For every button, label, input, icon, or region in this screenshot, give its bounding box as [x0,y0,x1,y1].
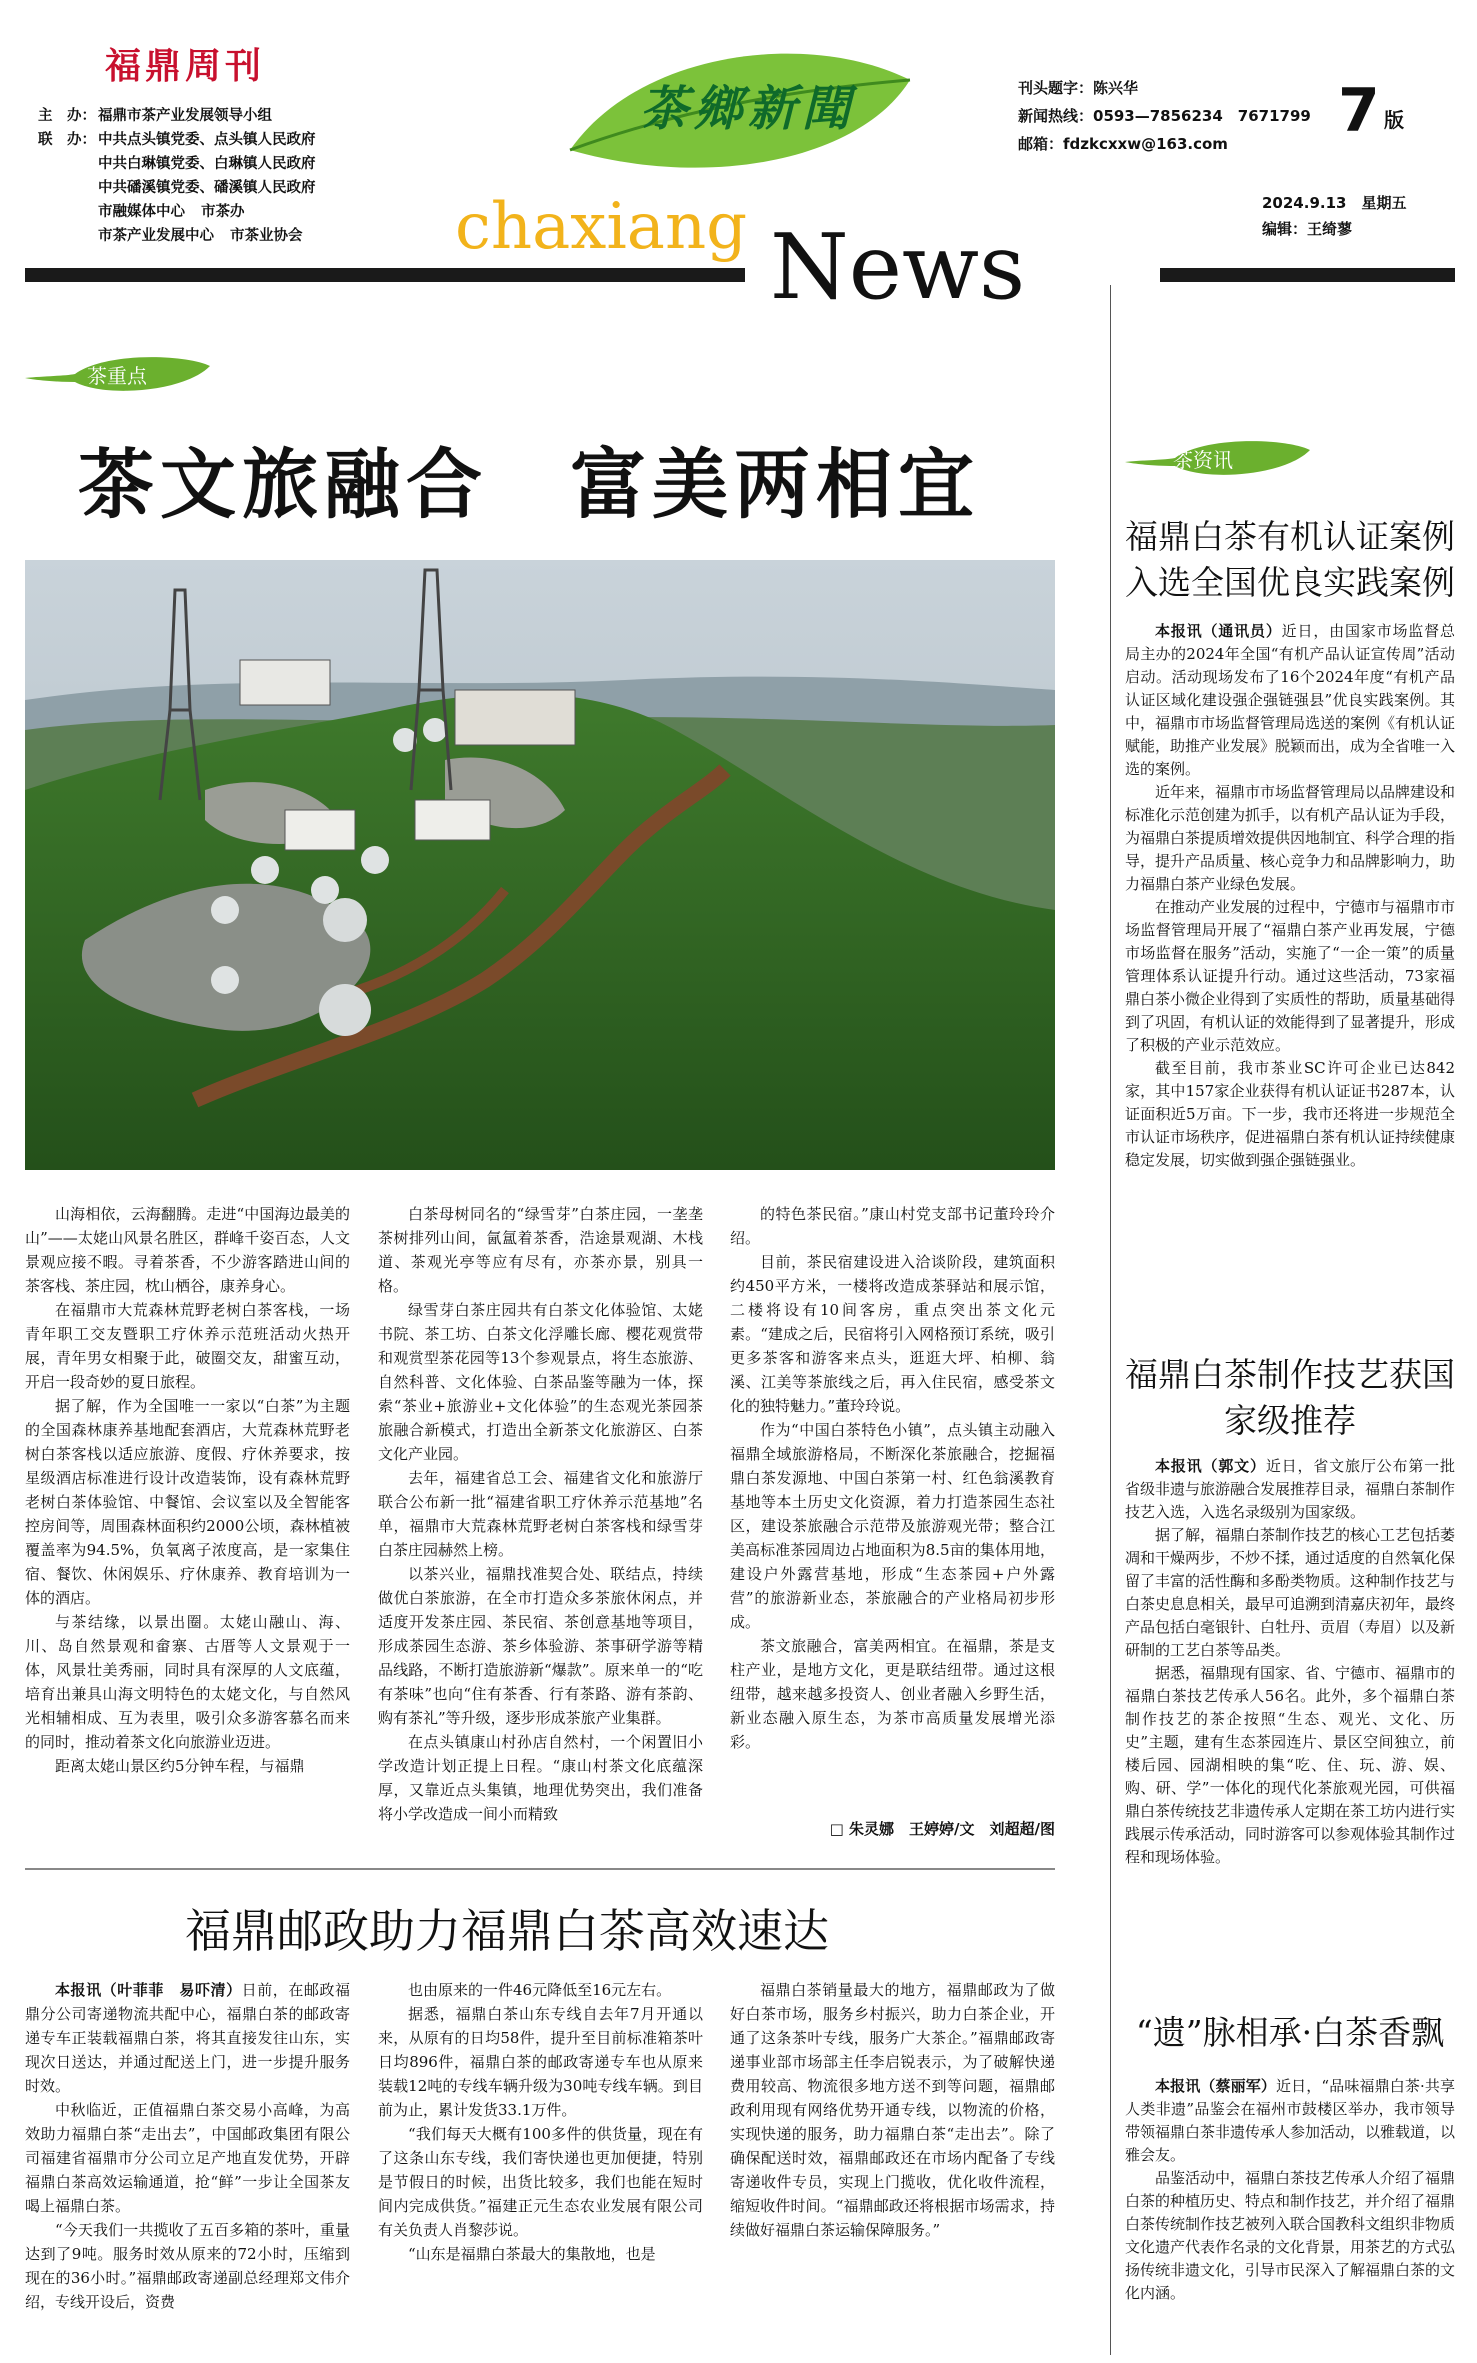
postal-paragraph: 福鼎白茶销量最大的地方，福鼎邮政为了做好白茶市场，服务乡村振兴，助力白茶企业，开通了这条茶叶专线，服务广大茶企。”福鼎邮政寄递事业部市场部主任李启锐表示，为了破解快递费用较高、物流很多地方送不到等问题，福鼎邮政利用现有网络优势开通专线，以物流的价格，实现快递的服务，助力福鼎白茶“走出去”。除了确保配送时效，福鼎邮政还在市场内配备了专线寄递收件专员，实现上门揽收，优化收件流程，缩短收件时间。“福鼎邮政还将根据市场需求，持续做好福鼎白茶运输保障服务。” [730,1981,1055,2239]
sidebar-lead: 本报讯（蔡丽军） [1155,2077,1277,2095]
postal-paragraph: “我们每天大概有100多件的供货量，现在有了这条山东专线，我们寄快递也更加便捷，特别是节假日的时候，出货比较多，我们也能在短时间内完成供货。”福建正元生态农业发展有限公司有关负责人肖黎莎说。 [378,2125,703,2239]
sidebar-paragraph: 截至目前，我市茶业SC许可企业已达842家，其中157家企业获得有机认证证书287本，认证面积近5万亩。下一步，我市还将进一步规范全市认证市场秩序，促进福鼎白茶有机认证持续健康稳定发展，切实做到强企强链强业。 [1125,1059,1455,1169]
main-paragraph: 距离太姥山景区约5分钟车程，与福鼎 [55,1757,305,1775]
postal-article-col-1 [25,1978,350,2348]
main-byline: □ 朱灵娜 王婷婷/文 刘超超/图 [829,1820,1055,1838]
main-paragraph: 与茶结缘，以景出圈。太姥山融山、海、川、岛自然景观和畲寨、古厝等人文景观于一体，风景壮美秀丽，同时具有深厚的人文底蕴，培育出兼具山海文明特色的太姥文化，与自然风光相辅相成、互为表里，吸引众多游客慕名而来的同时，推动着茶文化向旅游业迈进。 [25,1613,350,1751]
main-paragraph: 白茶母树同名的“绿雪芽”白茶庄园，一垄垄茶树排列山间，氤氲着茶香，浩途景观湖、木栈道、茶观光亭等应有尽有，亦茶亦景，别具一格。 [378,1205,703,1295]
sidebar-paragraph [1125,2075,1455,2167]
masthead-bar-left [25,268,745,282]
title-writer: 刊头题字：陈兴华 [1018,79,1139,97]
sidebar-paragraph [1125,620,1455,781]
tea-garden-photo [25,560,1055,1170]
sponsor-name: 市茶办 [201,203,245,220]
section-tag-sidebar [1125,436,1310,480]
main-article-col-3 [730,1202,1055,1812]
sponsor-row [38,104,458,128]
news-hotline: 新闻热线：0593—7856234 7671799 [1018,107,1311,125]
section-tag-main [25,352,210,396]
sidebar-article-3-title: “遗”脉相承·白茶香飘 [1135,2013,1445,2052]
sidebar-tag-label: 茶资讯 [1173,448,1233,472]
editor: 编辑：王绮蓼 [1262,220,1353,238]
logo-news-word: News [770,215,1026,320]
main-paragraph: 据了解，作为全国唯一一家以“白茶”为主题的全国森林康养基地配套酒店，大荒森林荒野老树白茶客栈以适应旅游、度假、疗休养要求，按星级酒店标准进行设计改造装饰，设有森林荒野老树白茶体验馆、中餐馆、会议室以及全智能客控房间等，周围森林面积约2000公顷，森林植被覆盖率为94.5%，负氧离子浓度高，是一家集住宿、餐饮、休闲娱乐、疗休康养、教育培训为一体的酒店。 [25,1397,350,1607]
column-rule [1110,285,1111,2355]
sponsor-name: 市茶业协会 [230,227,303,244]
sidebar-lead-text: 近日，省文旅厅公布第一批省级非遗与旅游融合发展推荐目录，福鼎白茶制作技艺入选，入选名录级别为国家级。 [1125,1457,1455,1521]
main-paragraph: 在点头镇康山村孙店自然村，一个闲置旧小学改造计划正提上日程。“康山村茶文化底蕴深厚，又靠近点头集镇，地理优势突出，我们准备将小学改造成一间小而精致 [378,1733,703,1823]
main-paragraph: 绿雪芽白茶庄园共有白茶文化体验馆、太姥书院、茶工坊、白茶文化浮雕长廊、樱花观赏带和观赏型茶花园等13个参观景点，将生态旅游、自然科普、文化体验、白茶品鉴等融为一体，探索“茶业+旅游业+文化体验”的生态观光茶园茶旅融合新模式，打造出全新茶文化旅游区、白茶文化产业园。 [378,1301,703,1463]
sponsor-label [38,176,98,200]
sponsor-row [38,176,458,200]
postal-col1-para-1: 中秋临近，正值福鼎白茶交易小高峰，为高效助力福鼎白茶“走出去”，中国邮政集团有限公司福建省福鼎市分公司立足产地直发优势，开辟福鼎白茶高效运输通道，抢“鲜”一步让全国茶友喝上福鼎白茶。 [25,2101,350,2215]
sponsor-row [38,224,458,248]
sidebar-article-2-body [1125,1455,1455,1975]
sidebar-paragraph: 据了解，福鼎白茶制作技艺的核心工艺包括萎凋和干燥两步，不炒不揉，通过适度的自然氧化保留了丰富的活性酶和多酚类物质。这种制作技艺与白茶史息息相关，最早可追溯到清嘉庆初年，最终产品包括白毫银针、白牡丹、贡眉（寿眉）以及新研制的工艺白茶等品类。 [1125,1526,1455,1659]
sponsor-row [38,128,458,152]
sponsor-name: 福鼎市茶产业发展领导小组 [98,107,272,124]
sponsor-list [38,104,458,248]
postal-paragraph: “山东是福鼎白茶最大的集散地，也是 [408,2245,656,2263]
page-unit: 版 [1384,108,1404,132]
section-tag-label: 茶重点 [87,364,147,388]
sponsor-name: 中共点头镇党委、点头镇人民政府 [98,131,316,148]
main-paragraph: 茶文旅融合，富美两相宜。在福鼎，茶是支柱产业，是地方文化，更是联结纽带。通过这根纽带，越来越多投资人、创业者融入乡野生活，新业态融入原生态，为茶市高质量发展增光添彩。 [730,1637,1055,1751]
sidebar-article-2-title: 福鼎白茶制作技艺获国家级推荐 [1125,1355,1455,1440]
sidebar-paragraph: 品鉴活动中，福鼎白茶技艺传承人介绍了福鼎白茶的种植历史、特点和制作技艺，并介绍了福鼎白茶传统制作技艺被列入联合国教科文组织非物质文化遗产代表作名录的文化背景，用茶艺的方式弘扬传统非遗文化，引导市民深入了解福鼎白茶的文化内涵。 [1125,2169,1455,2302]
sidebar-lead-text: 近日，由国家市场监督总局主办的2024年全国“有机产品认证宣传周”活动启动。活动现场发布了16个2024年度“有机产品认证区域化建设强企强链强县”优良实践案例。其中，福鼎市市场监督管理局选送的案例《有机认证赋能，助推产业发展》脱颖而出，成为全省唯一入选的案例。 [1125,622,1455,778]
sidebar-lead-text: 近日，“品味福鼎白茶·共享人类非遗”品鉴会在福州市鼓楼区举办，我市领导带领福鼎白茶非遗传承人参加活动，以雅载道，以雅会友。 [1125,2077,1455,2164]
main-paragraph: 目前，茶民宿建设进入洽谈阶段，建筑面积约450平方米，一楼将改造成茶驿站和展示馆，二楼将设有10间客房，重点突出茶文化元素。“建成之后，民宿将引入网格预订系统，吸引更多茶客和游客来点头，逛逛大坪、柏柳、翁溪、江美等茶旅线之后，再入住民宿，感受茶文化的独特魅力。”董玲玲说。 [730,1253,1055,1415]
section-divider [25,1868,1055,1870]
brand-name: 福鼎周刊 [105,45,266,87]
main-paragraph: 去年，福建省总工会、福建省文化和旅游厅联合公布新一批“福建省职工疗休养示范基地”名单，福鼎市大荒森林荒野老树白茶客栈和绿雪芽白茶庄园赫然上榜。 [378,1469,703,1559]
logo-chinese-title: 茶鄉新聞 [640,81,857,137]
issue-date: 2024.9.13 星期五 [1262,194,1407,212]
postal-lead: 本报讯（叶菲菲 易吓清） [55,1981,242,1999]
sponsor-row [38,200,458,224]
main-paragraph: 在福鼎市大荒森林荒野老树白茶客栈，一场青年职工交友暨职工疗休养示范班活动火热开展，青年男女相聚于此，破圈交友，甜蜜互动，开启一段奇妙的夏日旅程。 [25,1301,350,1391]
sidebar-paragraph: 近年来，福鼎市市场监督管理局以品牌建设和标准化示范创建为抓手，以有机产品认证为手段，为福鼎白茶提质增效提供因地制宜、科学合理的指导，提升产品质量、核心竞争力和品牌影响力，助力福鼎白茶产业绿色发展。 [1125,783,1455,893]
masthead-bar-right [1160,268,1455,282]
sponsor-label: 联 办： [38,131,96,148]
main-headline: 茶文旅融合 富美两相宜 [78,440,980,529]
sponsor-name: 中共白琳镇党委、白琳镇人民政府 [98,155,316,172]
postal-article-col-3 [730,1978,1055,2348]
sponsor-label: 主 办： [38,107,96,124]
main-paragraph: 山海相依，云海翻腾。走进“中国海边最美的山”——太姥山风景名胜区，群峰千姿百态，人文景观应接不暇。寻着茶香，不少游客踏进山间的茶客栈、茶庄园，枕山栖谷，康养身心。 [25,1205,350,1295]
sponsor-label [38,200,98,224]
sidebar-paragraph: 据悉，福鼎现有国家、省、宁德市、福鼎市的福鼎白茶技艺传承人56名。此外，多个福鼎白茶制作技艺的茶企按照“生态、观光、文化、历史”主题，建有生态茶园连片、景区空间独立，前楼后园、园湖相映的集“吃、住、玩、游、娱、购、研、学”一体化的现代化茶旅观光园，可供福鼎白茶传统技艺非遗传承人定期在茶工坊内进行实践展示传承活动，同时游客可以参观体验其制作过程和现场体验。 [1125,1664,1455,1866]
dateline [1262,190,1406,242]
sponsor-label [38,152,98,176]
postal-col1-para-2: “今天我们一共揽收了五百多箱的茶叶，重量达到了9吨。服务时效从原来的72小时，压缩到现在的36小时。”福鼎邮政寄递副总经理郑文伟介绍，专线开设后，资费 [25,2221,350,2311]
sidebar-article-1-title: 福鼎白茶有机认证案例入选全国优良实践案例 [1125,517,1455,602]
sidebar-article-3-body [1125,2075,1455,2355]
masthead-info [1018,74,1311,158]
main-article-col-1 [25,1202,350,1852]
postal-paragraph: 也由原来的一件46元降低至16元左右。 [408,1981,672,1999]
page-number: 7 [1338,76,1380,146]
email: 邮箱：fdzkcxxw@163.com [1018,135,1228,153]
main-article-col-2 [378,1202,703,1852]
sponsor-label [38,224,98,248]
logo-english-word: chaxiang [455,190,748,264]
sidebar-paragraph: 在推动产业发展的过程中，宁德市与福鼎市市场监督管理局开展了“福鼎白茶产业再发展，宁德市场监督在服务”活动，实施了“一企一策”的质量管理体系认证提升行动。通过这些活动，73家福鼎白茶小微企业得到了实质性的帮助，质量基础得到了巩固，有机认证的效能得到了显著提升，形成了积极的产业示范效应。 [1125,898,1455,1054]
postal-col1-para-0: 日前，在邮政福鼎分公司寄递物流共配中心，福鼎白茶的邮政寄递专车正装载福鼎白茶，将其直接发往山东，实现次日送达，并通过配送上门，进一步提升服务时效。 [25,1981,350,2095]
main-paragraph: 以茶兴业，福鼎找准契合处、联结点，持续做优白茶旅游，在全市打造众多茶旅休闲点，并适度开发茶庄园、茶民宿、茶创意基地等项目，形成茶园生态游、茶乡体验游、茶事研学游等精品线路，不断打造旅游新“爆款”。原来单一的“吃有茶味”也向“住有茶香、行有茶路、游有茶韵、购有茶礼”等升级，逐步形成茶旅产业集群。 [378,1565,703,1727]
postal-headline: 福鼎邮政助力福鼎白茶高效速达 [185,1904,829,1958]
sponsor-row [38,152,458,176]
sponsor-name: 中共磻溪镇党委、磻溪镇人民政府 [98,179,316,196]
sidebar-lead: 本报讯（通讯员） [1155,622,1282,640]
sidebar-paragraph [1125,1455,1455,1524]
postal-paragraph: 据悉，福鼎白茶山东专线自去年7月开通以来，从原有的日均58件，提升至目前标准箱茶叶日均896件，福鼎白茶的邮政寄递专车也从原来装载12吨的专线车辆升级为30吨专线车辆。到目前为止，累计发货33.1万件。 [378,2005,703,2119]
sponsor-name: 市融媒体中心 [98,203,185,220]
sidebar-article-1-body [1125,620,1455,1355]
main-paragraph: 的特色茶民宿。”康山村党支部书记董玲玲介绍。 [730,1205,1055,1247]
sponsor-name: 市茶产业发展中心 [98,227,214,244]
postal-article-col-2 [378,1978,703,2348]
sidebar-lead: 本报讯（郭文） [1155,1457,1266,1475]
main-paragraph: 作为“中国白茶特色小镇”，点头镇主动融入福鼎全域旅游格局，不断深化茶旅融合，挖掘福鼎白茶发源地、中国白茶第一村、红色翁溪教育基地等本土历史文化资源，着力打造茶园生态社区，建设茶旅融合示范带及旅游观光带；整合江美高标准茶园周边占地面积为8.5亩的集体用地，建设户外露营基地，形成“生态茶园+户外露营”的旅游新业态，茶旅融合的产业格局初步形成。 [730,1421,1055,1631]
